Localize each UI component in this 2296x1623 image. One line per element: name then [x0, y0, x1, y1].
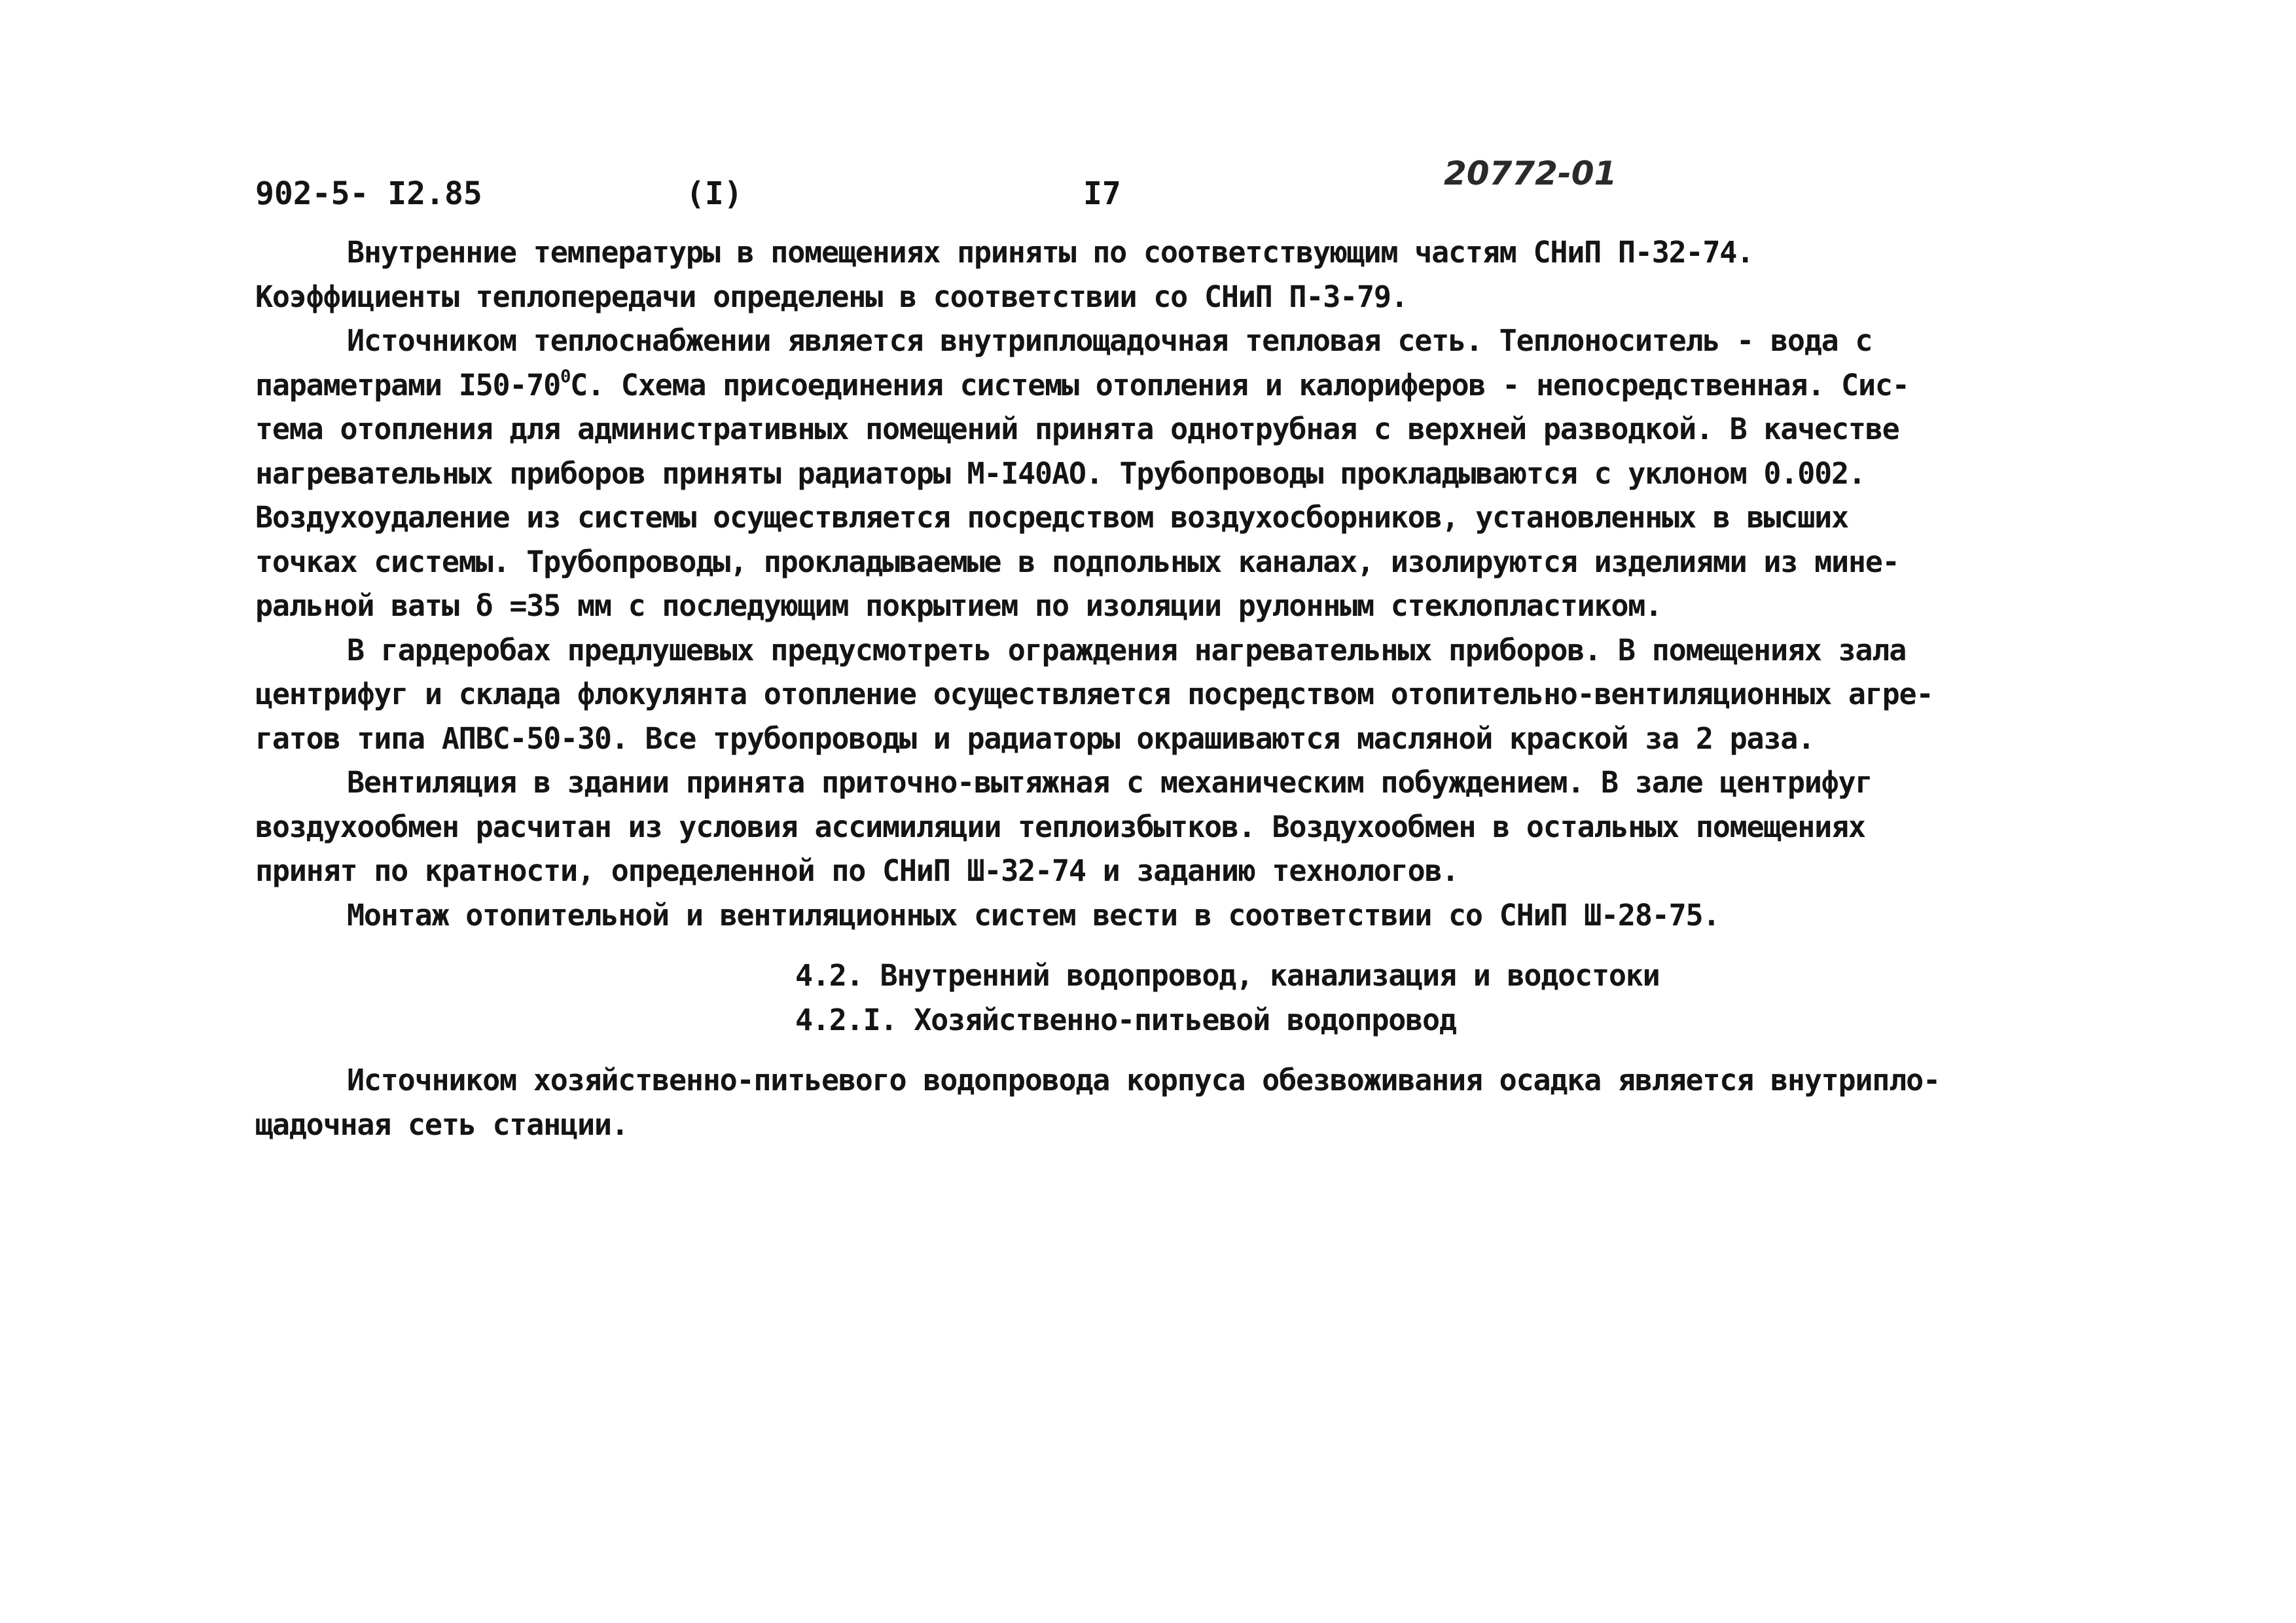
paragraph-2-line-1: Источником теплоснабжении является внутриплощадочная тепловая сеть. Теплоноситель - вода с: [347, 323, 1873, 358]
paragraph-2-line-2-start: параметрами I50-70: [255, 367, 561, 402]
final-paragraph-line-2: щадочная сеть станции.: [255, 1107, 628, 1142]
spacer: [255, 1042, 2055, 1058]
paragraph-2-line-2: [255, 363, 2055, 408]
spacer: [255, 937, 2055, 954]
final-paragraph-line-1: Источником хозяйственно-питьевого водопровода корпуса обезвоживания осадка является внутрипло-: [347, 1063, 1940, 1097]
section-heading-4-2-1: 4.2.I. Хозяйственно-питьевой водопровод: [795, 1002, 1456, 1037]
degree-superscript: 0: [560, 366, 571, 387]
paragraph-3-line-2: центрифуг и склада флокулянта отопление осуществляется посредством отопительно-вентиляционных агре-: [255, 677, 1933, 711]
paragraph-3-line-1: В гардеробах предлушевых предусмотреть ограждения нагревательных приборов. В помещениях зала: [347, 632, 1907, 668]
page-number: I7: [1083, 175, 1121, 212]
paragraph-5-line-1: Монтаж отопительной и вентиляционных систем вести в соответствии со СНиП Ш-28-75.: [347, 897, 1720, 933]
paragraph-2-line-7: ральной ваты δ =35 мм с последующим покрытием по изоляции рулонным стеклопластиком.: [255, 588, 1662, 623]
archive-number-handwritten: 20772-01: [1444, 154, 1617, 192]
paragraph-1-line-2: Коэффициенты теплопередачи определены в соответствии со СНиП П-3-79.: [255, 279, 1408, 314]
paragraph-3-line-3: гатов типа АПВС-50-30. Все трубопроводы и радиаторы окрашиваются масляной краской за 2 раза.: [255, 721, 1815, 756]
paragraph-2-line-4: нагревательных приборов приняты радиаторы М-I40АО. Трубопроводы прокладываются с уклоном 0.002.: [255, 455, 1865, 491]
sheet-number: (I): [686, 175, 743, 212]
paragraph-2-line-2-end: С. Схема присоединения системы отопления и калориферов - непосредственная. Сис-: [570, 367, 1909, 402]
paragraph-4-line-2: воздухообмен расчитан из условия ассимиляции теплоизбытков. Воздухообмен в остальных помещениях: [255, 809, 1865, 844]
paragraph-4-line-1: Вентиляция в здании принята приточно-вытяжная с механическим побуждением. В зале центрифуг: [347, 765, 1873, 800]
document-code: 902-5- I2.85: [255, 175, 482, 212]
section-heading-4-2: 4.2. Внутренний водопровод, канализация и водостоки: [795, 958, 1660, 993]
paragraph-4-line-3: принят по кратности, определенной по СНиП Ш-32-74 и заданию технологов.: [255, 853, 1459, 888]
paragraph-2-line-6: точках системы. Трубопроводы, прокладываемые в подпольных каналах, изолируются изделиями из мине-: [255, 544, 1899, 579]
document-body: [255, 230, 2055, 1147]
paragraph-2-line-5: Воздухоудаление из системы осуществляется посредством воздухосборников, установленных в высших: [255, 500, 1848, 535]
paragraph-2-line-3: тема отопления для административных помещений принята однотрубная с верхней разводкой. В качестве: [255, 412, 1899, 446]
paragraph-1-line-1: Внутренние температуры в помещениях приняты по соответствующим частям СНиП П-32-74.: [347, 235, 1754, 270]
